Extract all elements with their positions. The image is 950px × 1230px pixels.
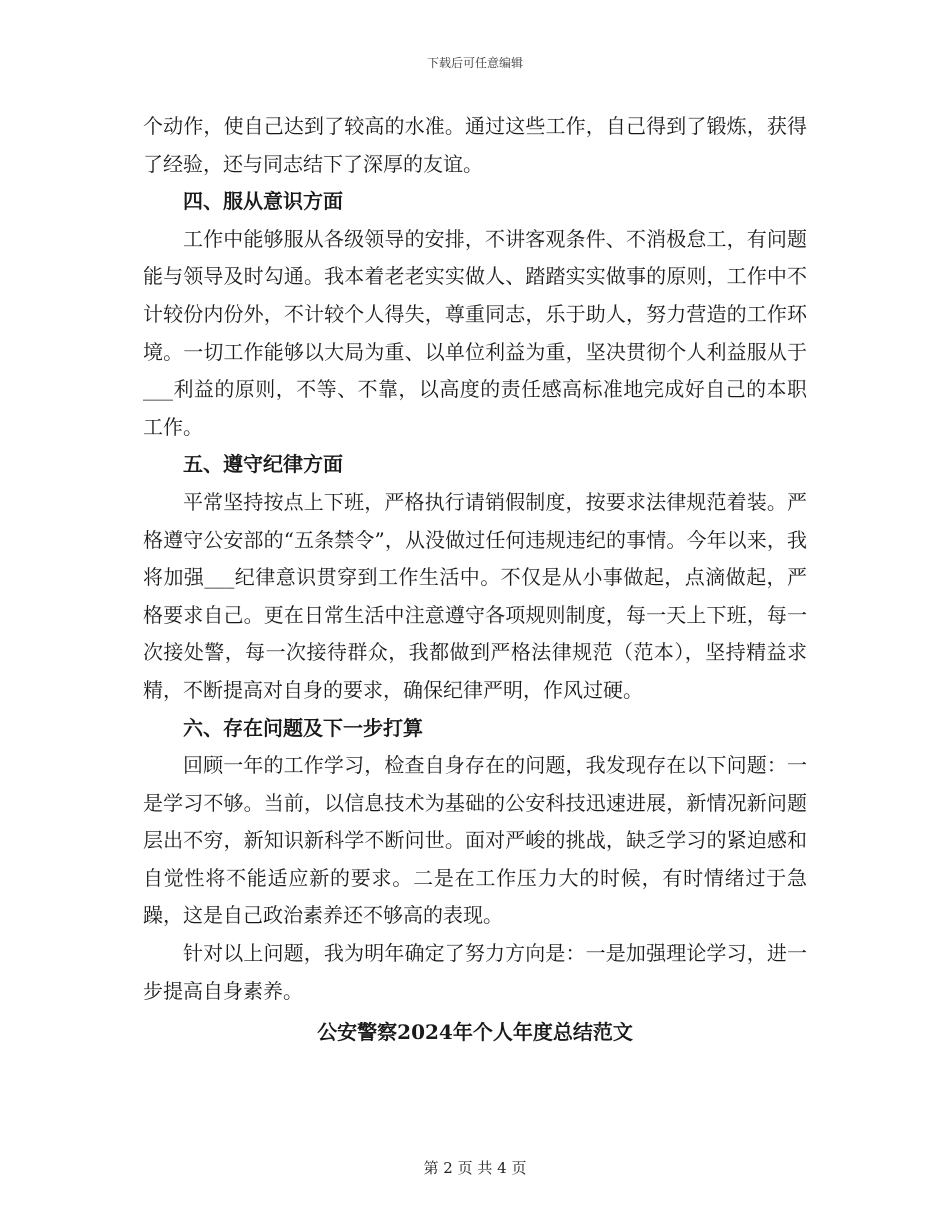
paragraph-discipline: 平常坚持按点上下班，严格执行请销假制度，按要求法律规范着装。严格遵守公安部的“五条禁令”，从没做过任何违规违纪的事情。今年以来，我将加强___纪律意识贯穿到工作生活中。不仅是从小事做起，点滴做起，严格要求自己。更在日常生活中注意遵守各项规则制度，每一天上下班，每一次接处警，每一次接待群众，我都做到严格法律规范（范本），坚持精益求精，不断提高对自身的要求，确保纪律严明，作风过硬。 — [143, 489, 807, 702]
paragraph-obedience: 工作中能够服从各级领导的安排，不讲客观条件、不消极怠工，有问题能与领导及时勾通。我本着老老实实做人、踏踏实实做事的原则，工作中不计较份内份外，不计较个人得失，尊重同志，乐于助人，努力营造的工作环境。一切工作能够以大局为重、以单位利益为重，坚决贯彻个人利益服从于___利益的原则，不等、不靠，以高度的责任感高标准地完成好自己的本职工作。 — [143, 226, 807, 439]
section-heading-obedience: 四、服从意识方面 — [183, 189, 343, 214]
document-title: 公安警察2024年个人年度总结范文 — [317, 1020, 633, 1045]
paragraph-problems: 回顾一年的工作学习，检查自身存在的问题，我发现存在以下问题：一是学习不够。当前，以信息技术为基础的公安科技迅速进展，新情况新问题层出不穷，新知识新科学不断问世。面对严峻的挑战，缺乏学习的紧迫感和自觉性将不能适应新的要求。二是在工作压力大的时候，有时情绪过于急躁，这是自己政治素养还不够高的表现。 — [143, 753, 807, 928]
section-heading-discipline: 五、遵守纪律方面 — [183, 452, 343, 477]
paragraph-plans: 针对以上问题，我为明年确定了努力方向是：一是加强理论学习，进一步提高自身素养。 — [143, 941, 807, 1003]
header-note: 下载后可任意编辑 — [426, 56, 523, 70]
document-body — [143, 108, 807, 1052]
section-heading-problems-plans: 六、存在问题及下一步打算 — [183, 715, 423, 740]
paragraph-continuation: 个动作，使自己达到了较高的水准。通过这些工作，自己得到了锻炼，获得了经验，还与同志结下了深厚的友谊。 — [143, 114, 807, 176]
page-footer: 第 2 页 共 4 页 — [423, 1159, 527, 1177]
